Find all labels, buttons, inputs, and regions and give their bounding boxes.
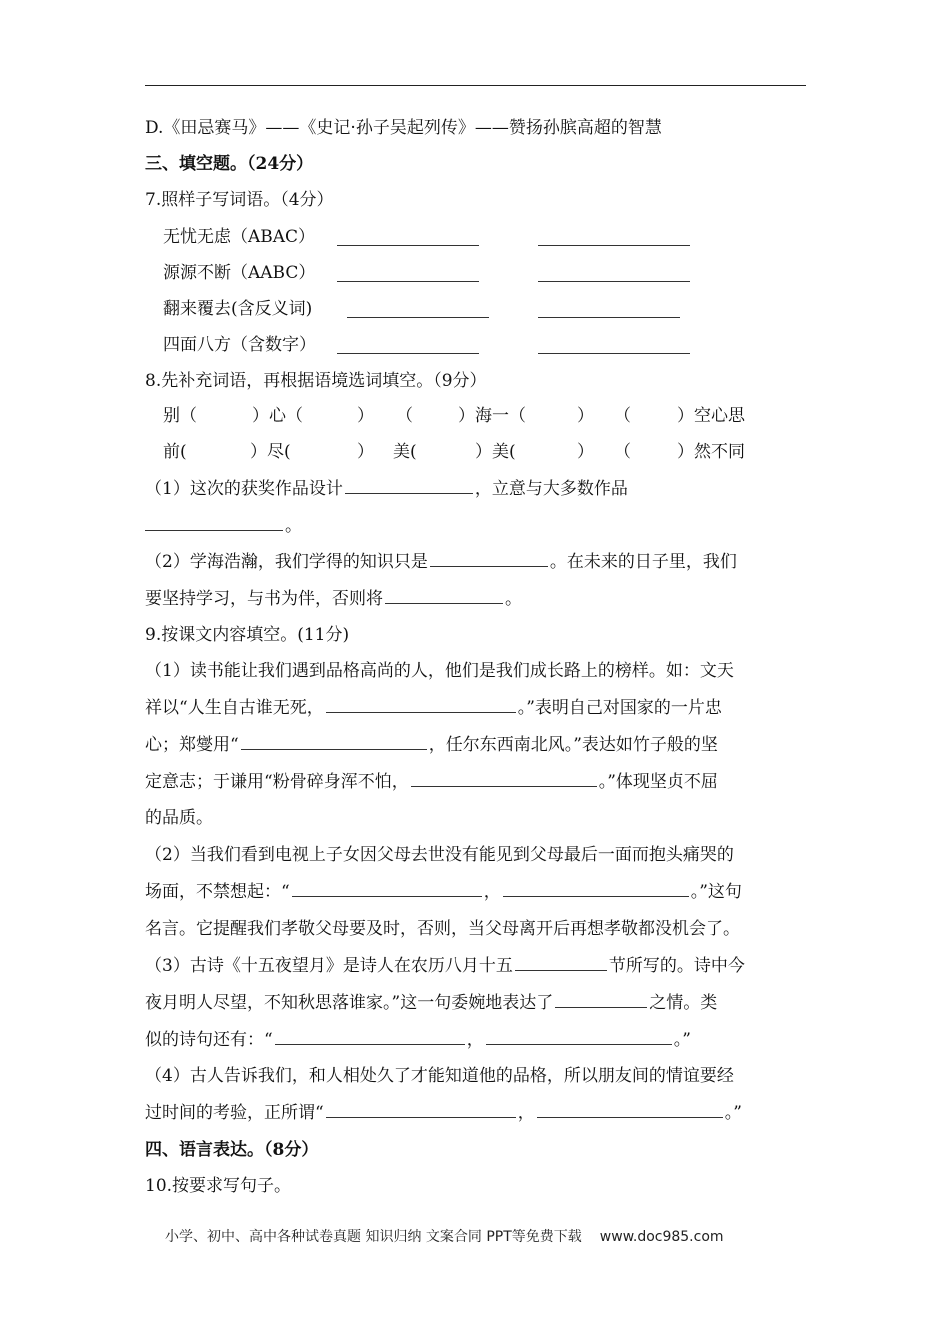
q8-word-1h: ）空心思 [677,406,745,426]
q8-word-1g: （ [614,406,631,426]
q9-p4-blank-1[interactable] [326,1102,516,1118]
q9-p3-line-1: （3）古诗《十五夜望月》是诗人在农历八月十五 节所写的。诗中今 [145,956,745,976]
q8-word-2g: （ [614,442,631,462]
q7-row-3-blank-1[interactable] [347,302,489,318]
q8-word-2h: ）然不同 [677,442,745,462]
q8-sentence-1: （1）这次的获奖作品设计 ，立意与大多数作品 [145,479,628,499]
q8-word-2d: 美( [393,442,417,462]
footer-text: 小学、初中、高中各种试卷真题 知识归纳 文案合同 PPT等免费下载 [165,1229,582,1245]
q7-row-3-blank-2[interactable] [538,302,680,318]
q8-word-2b: ）尽( [250,442,291,462]
q7-row-3-label: 翻来覆去(含反义词) [163,299,313,319]
q7-row-4-blank-2[interactable] [538,338,690,354]
q8-word-1c: ） [357,406,374,426]
q7-row-1-label: 无忧无虑（ABAC） [163,227,316,247]
q9-p3-blank-3[interactable] [275,1029,465,1045]
q9-p1-line-5: 的品质。 [145,808,213,828]
q8-word-1d: （ [396,406,413,426]
q7-row-2-blank-2[interactable] [538,266,690,282]
q9-p3-line-3: 似的诗句还有：“ ， 。” [145,1030,691,1050]
q8-word-2c: ） [357,442,374,462]
q9-p2-line-3: 名言。它提醒我们孝敬父母要及时，否则，当父母离开后再想孝敬都没机会了。 [145,919,740,939]
q9-p3-blank-2[interactable] [555,992,647,1008]
q7-row-1-blank-1[interactable] [337,230,479,246]
q7-row-4-blank-1[interactable] [337,338,479,354]
footer [165,1226,724,1246]
q9-p1-line-2: 祥以“人生自古谁无死， 。”表明自己对国家的一片忠 [145,698,722,718]
q10-title: 10.按要求写句子。 [145,1176,292,1196]
q9-p4-line-1: （4）古人告诉我们，和人相处久了才能知道他的品格，所以朋友间的情谊要经 [145,1066,734,1086]
header-rule [145,85,806,86]
q8-sentence-2: （2）学海浩瀚，我们学得的知识只是 。在未来的日子里，我们 [145,552,737,572]
q8-word-1f: ） [577,406,594,426]
q8-word-2e: ）美( [475,442,516,462]
q7-title: 7.照样子写词语。（4分） [145,190,334,210]
q9-p1-line-3: 心；郑燮用“ ，任尔东西南北风。”表达如竹子般的坚 [145,735,718,755]
q8-title: 8.先补充词语，再根据语境选词填空。（9分） [145,371,487,391]
section-3-title: 三、填空题。（24分） [145,154,314,174]
q7-row-1-blank-2[interactable] [538,230,690,246]
q9-p2-blank-1[interactable] [292,881,482,897]
q9-p1-line-1: （1）读书能让我们遇到品格高尚的人，他们是我们成长路上的榜样。如：文天 [145,661,734,681]
q8-word-1b: ）心（ [252,406,303,426]
q7-row-4-label: 四面八方（含数字） [163,335,316,355]
q7-row-2-blank-1[interactable] [337,266,479,282]
q8-s2-blank-2[interactable] [385,588,503,604]
q8-s2-blank-1[interactable] [430,551,548,567]
footer-url[interactable]: www.doc985.com [599,1229,724,1245]
q8-s1-blank-2[interactable] [145,515,283,531]
option-d-line: D.《田忌赛马》——《史记·孙子吴起列传》——赞扬孙膑高超的智慧 [145,118,662,138]
q8-word-2a: 前( [163,442,187,462]
q8-word-2f: ） [577,442,594,462]
q9-p3-blank-1[interactable] [515,955,607,971]
q8-s1-blank-1[interactable] [345,478,473,494]
q9-p3-line-2: 夜月明人尽望，不知秋思落谁家。”这一句委婉地表达了 之情。类 [145,993,718,1013]
q9-p2-blank-2[interactable] [503,881,689,897]
q9-p1-blank-3[interactable] [411,771,597,787]
q9-p1-line-4: 定意志；于谦用“粉骨碎身浑不怕， 。”体现坚贞不屈 [145,772,718,792]
q8-sentence-1-cont: 。 [145,515,302,537]
q9-p4-blank-2[interactable] [537,1102,723,1118]
q8-word-1a: 别（ [163,406,197,426]
q9-title: 9.按课文内容填空。(11分) [145,625,350,645]
q9-p1-blank-2[interactable] [241,734,427,750]
section-4-title: 四、语言表达。（8分） [145,1140,319,1160]
q9-p1-blank-1[interactable] [326,697,516,713]
q7-row-2-label: 源源不断（AABC） [163,263,316,283]
q8-sentence-2-cont: 要坚持学习，与书为伴，否则将 。 [145,589,522,609]
q9-p2-line-1: （2）当我们看到电视上子女因父母去世没有能见到父母最后一面而抱头痛哭的 [145,845,734,865]
q8-word-1e: ）海一（ [458,406,526,426]
q9-p4-line-2: 过时间的考验，正所谓“ ， 。” [145,1103,742,1123]
q9-p2-line-2: 场面，不禁想起：“ ， 。”这句 [145,882,742,902]
q9-p3-blank-4[interactable] [486,1029,672,1045]
